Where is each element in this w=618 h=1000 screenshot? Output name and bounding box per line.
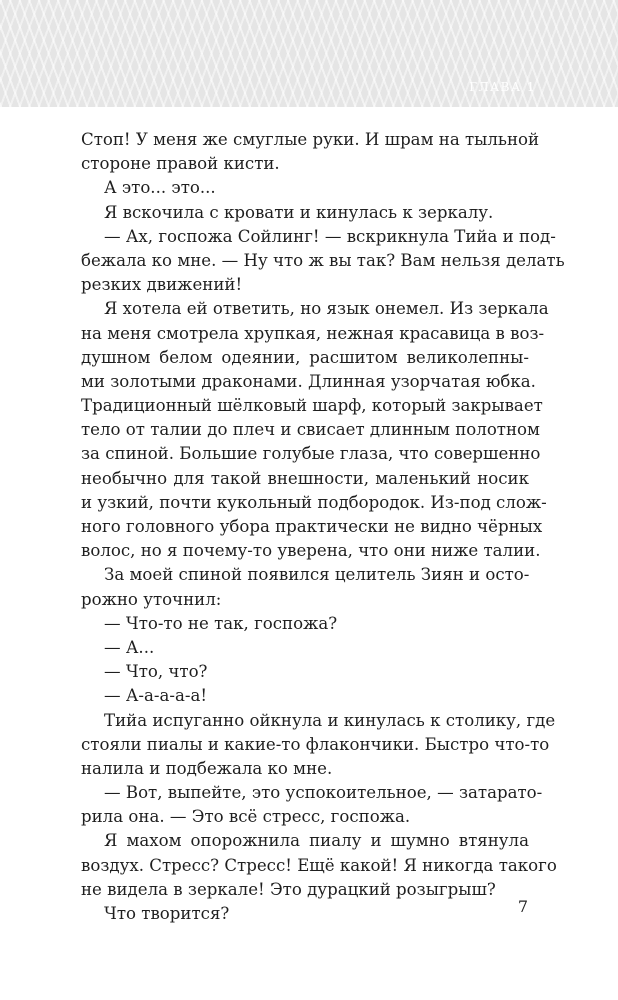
text-line: Я махом опорожнила пиалу и шумно втянула [104,831,529,851]
text-line: — Вот, выпейте, это успокоительное, — затарато- [104,783,543,803]
text-line: за спиной. Большие голубые глаза, что совершенно [81,444,541,464]
text-line: воздух. Стресс? Стресс! Ещё какой! Я никогда такого [81,855,557,875]
text-line: — Что-то не так, госпожа? [104,613,338,633]
text-line: стороне правой кисти. [81,154,280,174]
text-line: Тийа испуганно ойкнула и кинулась к столику, где [104,710,556,730]
text-line: — Ах, госпожа Сойлинг! — вскрикнула Тийа и под- [104,226,556,246]
text-line: на меня смотрела хрупкая, нежная красавица в воз- [81,323,545,343]
text-line: — А-а-а-а-а! [104,686,208,706]
page-body-text [81,128,565,926]
text-line: и узкий, почти кукольный подбородок. Из-под слож- [81,492,547,512]
text-line: Что творится? [104,904,230,923]
text-line: не видела в зеркале! Это дурацкий розыгрыш? [81,879,496,899]
text-line: Я вскочила с кровати и кинулась к зеркалу. [104,202,494,222]
text-line: — Что, что? [104,662,208,682]
chapter-label: ГЛАВА 1 [469,80,536,94]
text-line: ного головного убора практически не видно чёрных [81,517,543,536]
text-line: Традиционный шёлковый шарф, который закрывает [81,396,543,416]
text-line: рила она. — Это всё стресс, госпожа. [81,807,411,827]
decorative-header-band [0,0,618,107]
text-line: волос, но я почему-то уверена, что они ниже талии. [81,541,541,561]
text-line: ми золотыми драконами. Длинная узорчатая юбка. [81,371,536,391]
text-line: За моей спиной появился целитель Зиян и осто- [104,565,530,585]
page-number: 7 [517,897,528,916]
text-line: налила и подбежала ко мне. [81,758,333,778]
text-line: — А... [104,637,155,657]
text-line: Стоп! У меня же смуглые руки. И шрам на тыльной [81,130,540,149]
text-line: душном белом одеянии, расшитом великолепны- [81,347,529,367]
text-line: А это... это... [104,178,216,198]
text-line: тело от талии до плеч и свисает длинным полотном [81,420,540,440]
text-line: бежала ко мне. — Ну что ж вы так? Вам нельзя делать [81,250,565,270]
text-line: Я хотела ей ответить, но язык онемел. Из зеркала [104,299,549,319]
text-line: рожно уточнил: [81,589,222,609]
text-line: стояли пиалы и какие-то флакончики. Быстро что-то [81,734,550,754]
text-line: резких движений! [81,275,243,295]
text-line: необычно для такой внешности, маленький носик [81,468,529,488]
